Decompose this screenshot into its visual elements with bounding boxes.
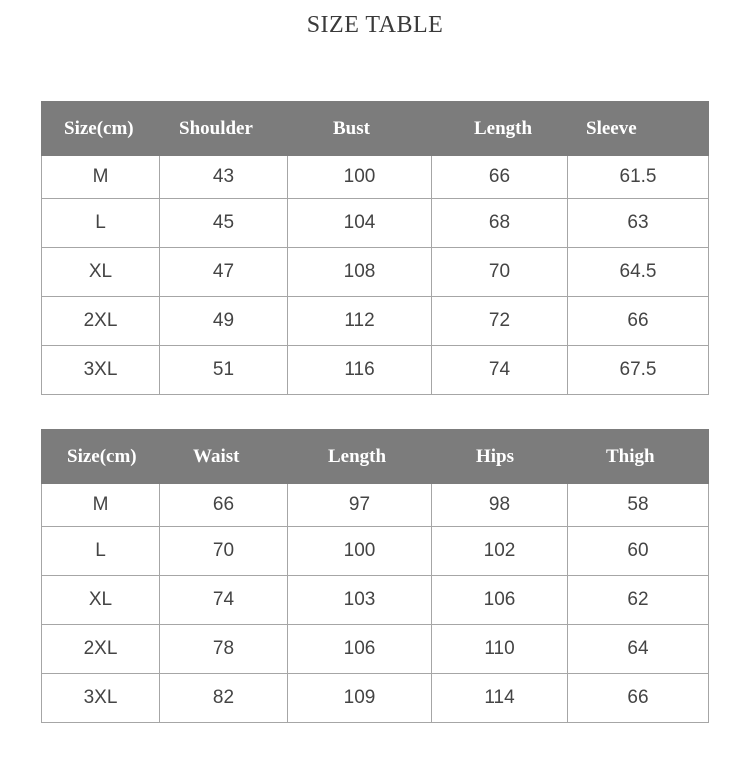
table-cell: 109: [288, 674, 432, 723]
header-cell: Length: [432, 102, 568, 156]
table-cell: 110: [432, 625, 568, 674]
header-cell: Thigh: [568, 430, 709, 484]
table-row: [42, 156, 709, 199]
table-cell: 66: [432, 156, 568, 199]
table-cell: M: [42, 484, 160, 527]
table-row: [42, 674, 709, 723]
table-cell: 63: [568, 199, 709, 248]
table-cell: 106: [432, 576, 568, 625]
table-cell: 74: [432, 346, 568, 395]
table-row: [42, 297, 709, 346]
table-row: [42, 248, 709, 297]
table-cell: 62: [568, 576, 709, 625]
table-cell: 82: [160, 674, 288, 723]
table-cell: M: [42, 156, 160, 199]
table-cell: 43: [160, 156, 288, 199]
table-cell: 114: [432, 674, 568, 723]
table-cell: 60: [568, 527, 709, 576]
table-cell: 108: [288, 248, 432, 297]
header-cell: Waist: [160, 430, 288, 484]
table-cell: 58: [568, 484, 709, 527]
table-cell: 51: [160, 346, 288, 395]
table-cell: XL: [42, 576, 160, 625]
table-cell: 64.5: [568, 248, 709, 297]
table-cell: 100: [288, 527, 432, 576]
table-row: [42, 346, 709, 395]
table-row: [42, 484, 709, 527]
header-cell: Size(cm): [42, 430, 160, 484]
header-cell: Size(cm): [42, 102, 160, 156]
header-cell: Sleeve: [568, 102, 709, 156]
bottom-size-table: [41, 429, 709, 723]
table-cell: 78: [160, 625, 288, 674]
table-cell: 66: [160, 484, 288, 527]
table-row: [42, 527, 709, 576]
header-cell: Hips: [432, 430, 568, 484]
table-cell: 97: [288, 484, 432, 527]
table-cell: 68: [432, 199, 568, 248]
table-cell: 66: [568, 674, 709, 723]
table-cell: 47: [160, 248, 288, 297]
table-cell: 67.5: [568, 346, 709, 395]
table-cell: 61.5: [568, 156, 709, 199]
table-cell: 70: [432, 248, 568, 297]
table-cell: L: [42, 199, 160, 248]
table-cell: 106: [288, 625, 432, 674]
table-cell: L: [42, 527, 160, 576]
table-row: [42, 576, 709, 625]
table-cell: 116: [288, 346, 432, 395]
table-cell: 70: [160, 527, 288, 576]
header-cell: Shoulder: [160, 102, 288, 156]
table-cell: 3XL: [42, 346, 160, 395]
table-cell: 66: [568, 297, 709, 346]
table-cell: 98: [432, 484, 568, 527]
header-cell: Length: [288, 430, 432, 484]
table-cell: 49: [160, 297, 288, 346]
table-header-row: [42, 430, 709, 484]
page-title: SIZE TABLE: [306, 12, 444, 38]
table-header-row: [42, 102, 709, 156]
table-cell: 3XL: [42, 674, 160, 723]
table-cell: 112: [288, 297, 432, 346]
table-cell: 102: [432, 527, 568, 576]
table-cell: 104: [288, 199, 432, 248]
table-cell: 74: [160, 576, 288, 625]
table-cell: 100: [288, 156, 432, 199]
table-cell: 45: [160, 199, 288, 248]
table-cell: XL: [42, 248, 160, 297]
table-cell: 2XL: [42, 625, 160, 674]
table-cell: 2XL: [42, 297, 160, 346]
top-size-table: [41, 101, 709, 395]
header-cell: Bust: [288, 102, 432, 156]
table-cell: 72: [432, 297, 568, 346]
table-cell: 64: [568, 625, 709, 674]
table-cell: 103: [288, 576, 432, 625]
table-row: [42, 199, 709, 248]
table-row: [42, 625, 709, 674]
